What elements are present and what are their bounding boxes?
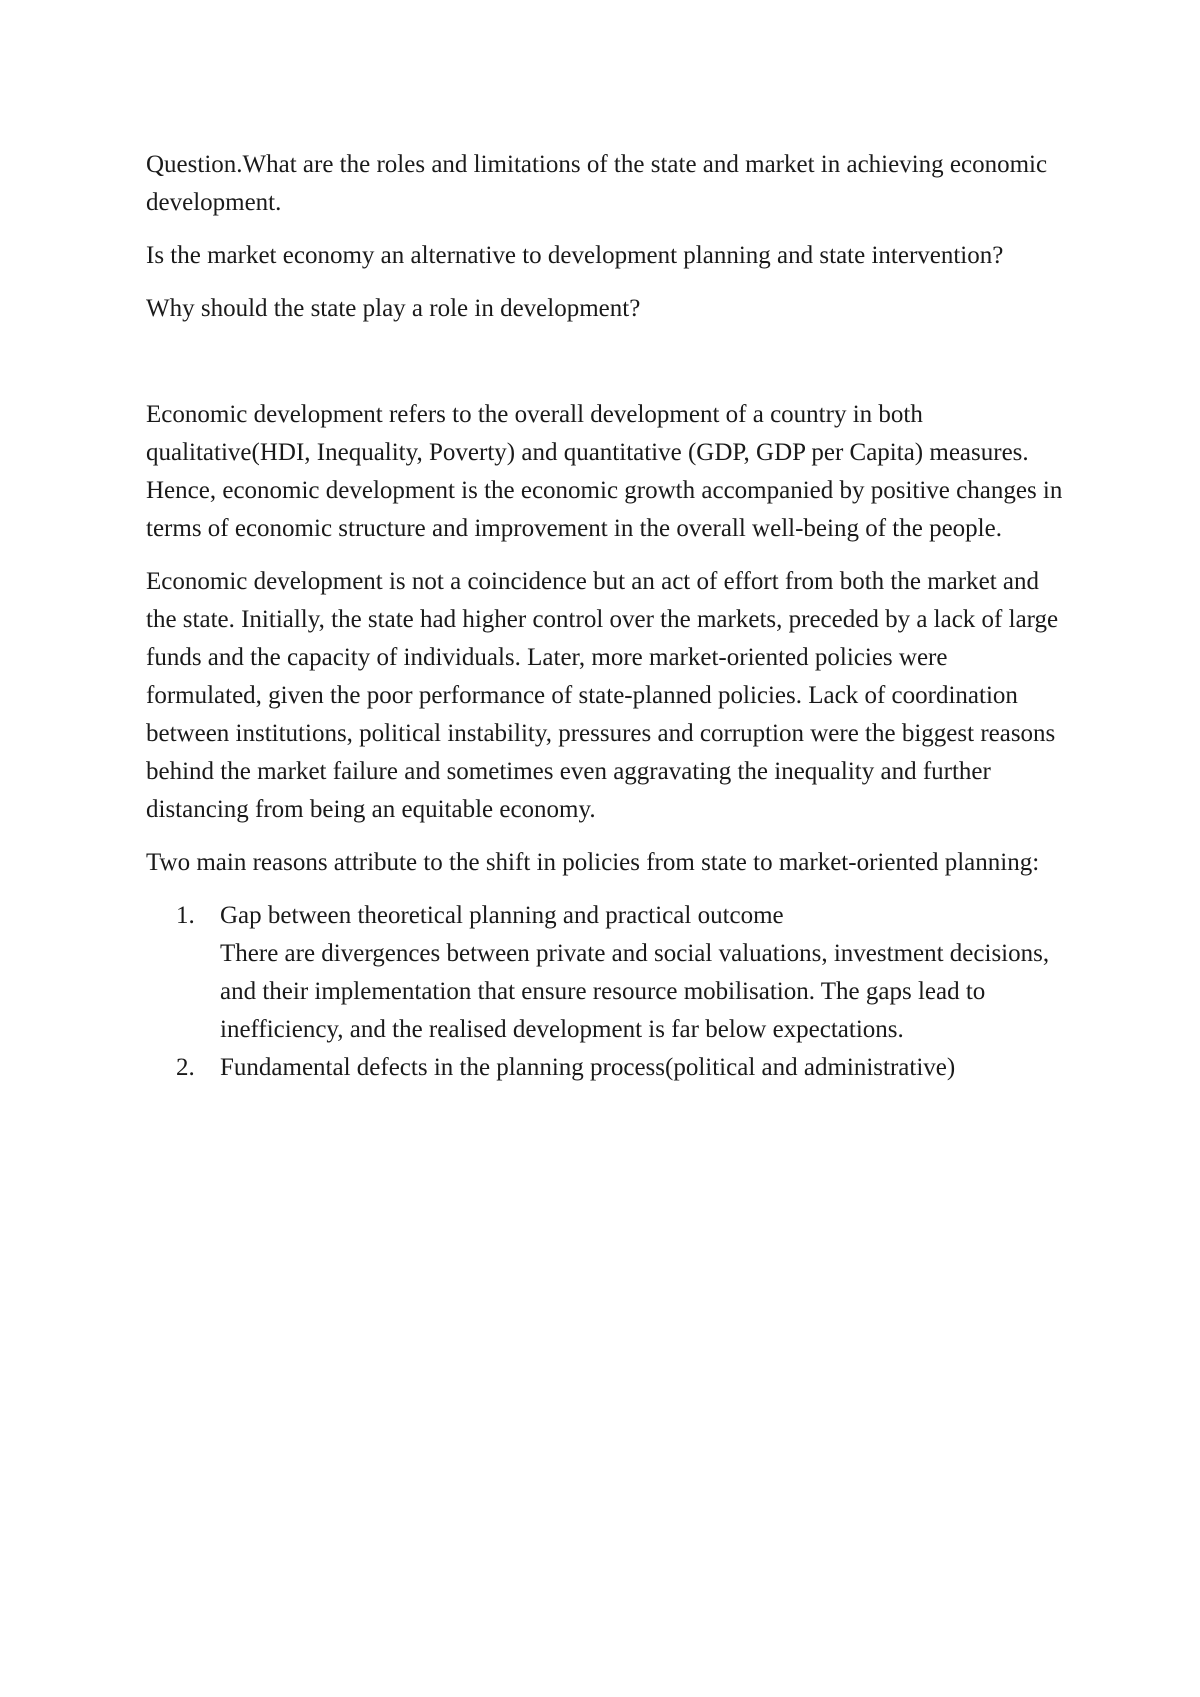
paragraph-reasons-intro: Two main reasons attribute to the shift in policies from state to market-oriented planning: (146, 849, 1040, 876)
question-state-role: Why should the state play a role in development? (146, 295, 641, 322)
list-item-title: Gap between theoretical planning and practical outcome (220, 902, 784, 929)
list-item-body: There are divergences between private and social valuations, investment decisions, and their implementation that ensure resource mobilisation. The gaps lead to inefficiency, and the realised development is far below expectations. (220, 940, 1050, 1043)
reasons-list (146, 897, 1066, 1087)
paragraph-definition: Economic development refers to the overall development of a country in both qualitative(HDI, Inequality, Poverty) and quantitative (GDP, GDP per Capita) measures. Hence, economic development is the economic growth accompanied by positive changes in terms of economic structure and improvement in the overall well-being of the people. (146, 401, 1063, 542)
list-item (146, 897, 1066, 1049)
question-main: Question.What are the roles and limitations of the state and market in achieving economic development. (146, 151, 1048, 216)
list-item (146, 1049, 1066, 1087)
question-market-economy: Is the market economy an alternative to development planning and state intervention? (146, 242, 1004, 269)
list-item-number: 2. (176, 1054, 195, 1081)
list-item-title: Fundamental defects in the planning process(political and administrative) (220, 1054, 956, 1081)
document-body (146, 146, 1066, 1087)
paragraph-state-market: Economic development is not a coincidence but an act of effort from both the market and the state. Initially, the state had higher control over the markets, preceded by a lack of large funds and the capacity of individuals. Later, more market-oriented policies were formulated, given the poor performance of state-planned policies. Lack of coordination between institutions, political instability, pressures and corruption were the biggest reasons behind the market failure and sometimes even aggravating the inequality and further distancing from being an equitable economy. (146, 568, 1059, 823)
list-item-number: 1. (176, 902, 195, 929)
blank-line (146, 343, 1066, 396)
